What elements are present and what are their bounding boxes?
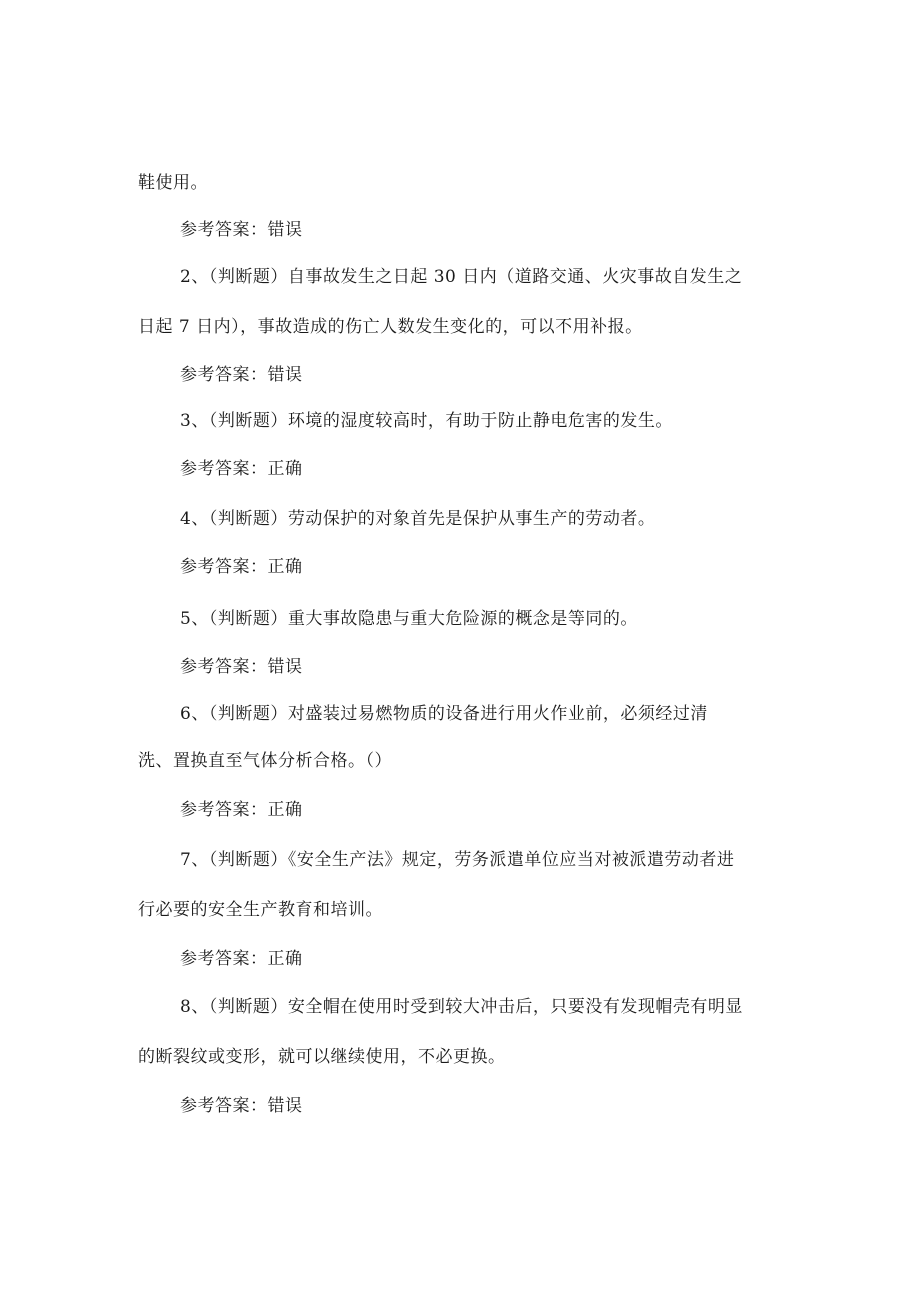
answer-6: 参考答案：正确: [180, 800, 303, 820]
question-6: 6、（判断题）对盛装过易燃物质的设备进行用火作业前，必须经过清: [180, 704, 708, 724]
answer-7: 参考答案：正确: [180, 949, 303, 969]
question-6-continuation: 洗、置换直至气体分析合格。（）: [138, 751, 392, 771]
question-7-continuation: 行必要的安全生产教育和培训。: [138, 900, 383, 920]
question-3: 3、（判断题）环境的湿度较高时，有助于防止静电危害的发生。: [180, 411, 673, 431]
answer-3: 参考答案：正确: [180, 459, 303, 479]
question-4: 4、（判断题）劳动保护的对象首先是保护从事生产的劳动者。: [180, 509, 656, 529]
question-2-continuation: 日起 7 日内），事故造成的伤亡人数发生变化的，可以不用补报。: [138, 317, 643, 337]
question-8-continuation: 的断裂纹或变形，就可以继续使用，不必更换。: [138, 1047, 506, 1067]
answer-2: 参考答案：错误: [180, 365, 303, 385]
answer-8: 参考答案：错误: [180, 1096, 303, 1116]
question-8: 8、（判断题）安全帽在使用时受到较大冲击后，只要没有发现帽壳有明显: [180, 997, 743, 1017]
answer-4: 参考答案：正确: [180, 557, 303, 577]
question-7: 7、（判断题）《安全生产法》规定，劳务派遣单位应当对被派遣劳动者进: [180, 850, 735, 870]
question-1-continuation: 鞋使用。: [138, 173, 208, 193]
answer-5: 参考答案：错误: [180, 657, 303, 677]
question-5: 5、（判断题）重大事故隐患与重大危险源的概念是等同的。: [180, 609, 638, 629]
answer-1: 参考答案：错误: [180, 220, 303, 240]
question-2: 2、（判断题）自事故发生之日起 30 日内（道路交通、火灾事故自发生之: [180, 267, 743, 287]
